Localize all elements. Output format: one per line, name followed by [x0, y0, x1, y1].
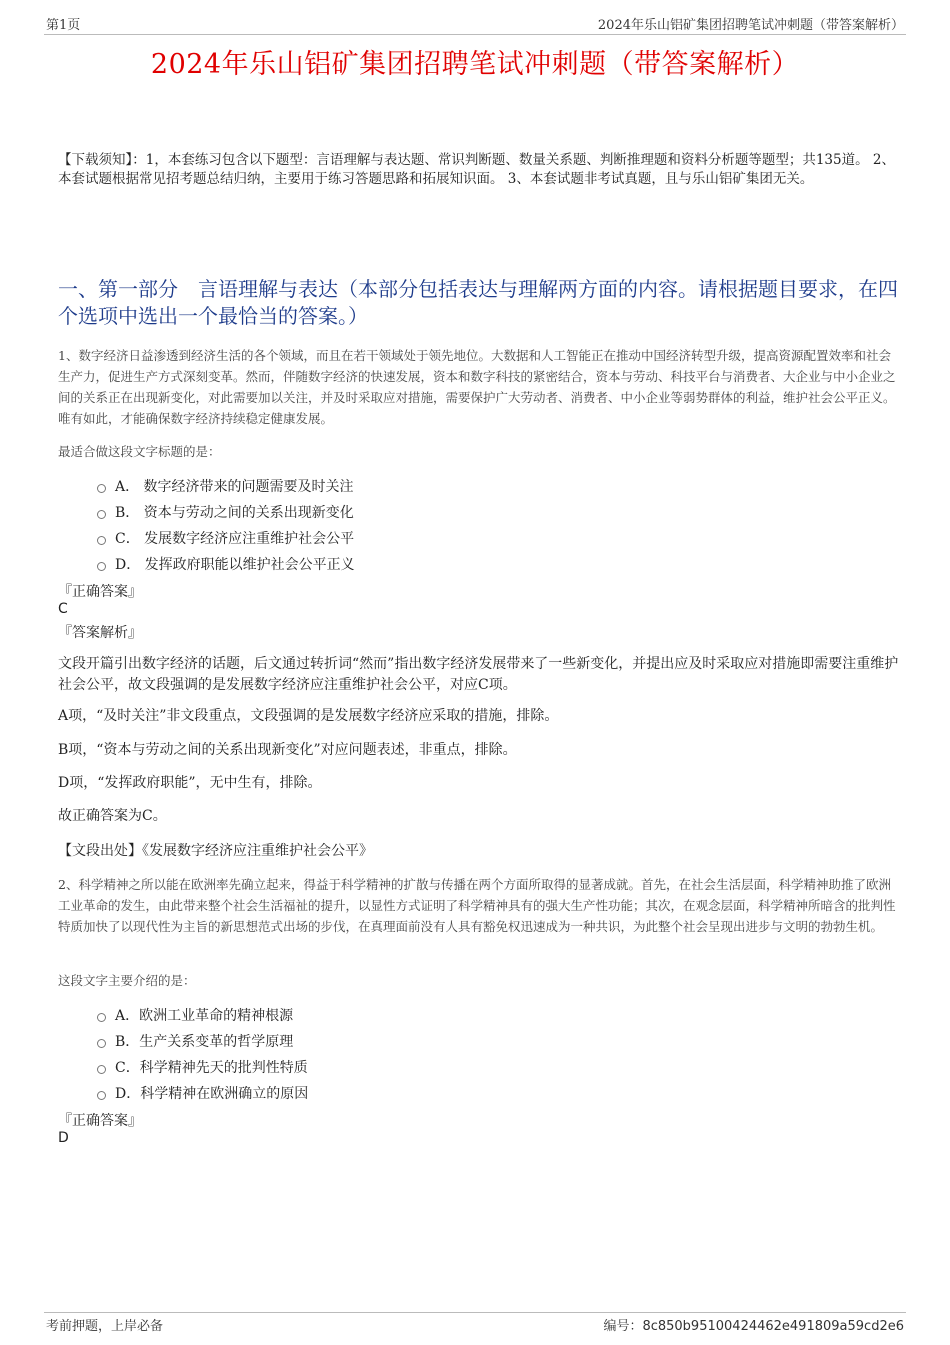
question-2-option-c[interactable] — [97, 1057, 308, 1077]
footer-slogan: 考前押题，上岸必备 — [46, 1319, 164, 1334]
question-1-analysis-paragraph: 故正确答案为C。 — [58, 808, 167, 824]
question-1-analysis-paragraph: D项，“发挥政府职能”，无中生有，排除。 — [58, 775, 322, 791]
option-label: A． 数字经济带来的问题需要及时关注 — [115, 479, 354, 495]
footer-code-value: 8c850b95100424462e491809a59cd2e6 — [642, 1319, 904, 1334]
option-label: D．科学精神在欧洲确立的原因 — [115, 1086, 309, 1102]
radio-icon[interactable] — [97, 1091, 106, 1100]
question-1-option-d[interactable] — [97, 554, 355, 574]
radio-icon[interactable] — [97, 536, 106, 545]
section-heading: 一、第一部分 言语理解与表达（本部分包括表达与理解两方面的内容。请根据题目要求，在四个选项中选出一个最恰当的答案。） — [58, 277, 898, 328]
option-label: D． 发挥政府职能以维护社会公平正义 — [115, 557, 355, 573]
option-label: C． 发展数字经济应注重维护社会公平 — [115, 531, 355, 547]
option-label: B． 资本与劳动之间的关系出现新变化 — [115, 505, 354, 521]
question-2-prompt: 这段文字主要介绍的是： — [58, 973, 196, 988]
radio-icon[interactable] — [97, 484, 106, 493]
question-2-passage: 2、科学精神之所以能在欧洲率先确立起来，得益于科学精神的扩散与传播在两个方面所取得的显著成就。首先，在社会生活层面，科学精神助推了欧洲工业革命的发生，由此带来整个社会生活福祉的提升，以显性方式证明了科学精神具有的强大生产性功能；其次，在观念层面，科学精神所暗含的批判性特质加快了以现代性为主旨的新思想范式出场的步伐，在真理面前没有人具有豁免权迅速成为一种共识，为此整个社会呈现出进步与文明的勃勃生机。 — [58, 877, 896, 934]
question-1-prompt: 最适合做这段文字标题的是： — [58, 444, 221, 459]
footer-code-label: 编号： — [603, 1319, 643, 1334]
question-1-option-c[interactable] — [97, 528, 354, 548]
question-2-option-b[interactable] — [97, 1031, 293, 1051]
radio-icon[interactable] — [97, 1013, 106, 1022]
radio-icon[interactable] — [97, 1039, 106, 1048]
header-doc-title: 2024年乐山铝矿集团招聘笔试冲刺题（带答案解析） — [597, 18, 904, 33]
page-title: 2024年乐山铝矿集团招聘笔试冲刺题（带答案解析） — [150, 49, 800, 80]
question-1-analysis-paragraph: 文段开篇引出数字经济的话题，后文通过转折词“然而”指出数字经济发展带来了一些新变化，并提出应及时采取应对措施即需要注重维护社会公平，故文段强调的是发展数字经济应注重维护社会公平，对应C项。 — [58, 656, 899, 693]
question-2-answer: D — [58, 1130, 69, 1146]
question-1-answer-label: 『正确答案』 — [58, 584, 142, 600]
radio-icon[interactable] — [97, 562, 106, 571]
question-1-source: 【文段出处】《发展数字经济应注重维护社会公平》 — [58, 843, 373, 859]
question-1-option-a[interactable] — [97, 476, 354, 496]
radio-icon[interactable] — [97, 510, 106, 519]
option-label: A．欧洲工业革命的精神根源 — [115, 1008, 294, 1024]
question-1-analysis-label: 『答案解析』 — [58, 625, 142, 641]
question-2-option-a[interactable] — [97, 1005, 293, 1025]
question-1-option-b[interactable] — [97, 502, 354, 522]
question-1-analysis-paragraph: A项，“及时关注”非文段重点，文段强调的是发展数字经济应采取的措施，排除。 — [58, 708, 559, 724]
header-divider — [44, 34, 906, 35]
option-label: C．科学精神先天的批判性特质 — [115, 1060, 308, 1076]
option-label: B．生产关系变革的哲学原理 — [115, 1034, 294, 1050]
download-notice: 【下载须知】：1，本套练习包含以下题型：言语理解与表达题、常识判断题、数量关系题、判断推理题和资料分析题等题型；共135道。 2、本套试题根据常见招考题总结归纳，主要用于练习答题思路和拓展知识面。 3、本套试题非考试真题，且与乐山铝矿集团无关。 — [58, 152, 895, 187]
question-1-analysis-paragraph: B项，“资本与劳动之间的关系出现新变化”对应问题表述，非重点，排除。 — [58, 742, 517, 758]
question-1-passage: 1、数字经济日益渗透到经济生活的各个领域，而且在若干领域处于领先地位。大数据和人工智能正在推动中国经济转型升级，提高资源配置效率和社会生产力，促进生产方式深刻变革。然而，伴随数字经济的快速发展，资本和数字科技的紧密结合，资本与劳动、科技平台与消费者、大企业与中小企业之间的关系正在出现新变化，对此需要加以关注，并及时采取应对措施，需要保护广大劳动者、消费者、中小企业等弱势群体的利益，维护社会公平正义。唯有如此，才能确保数字经济持续稳定健康发展。 — [58, 348, 896, 426]
footer-divider — [44, 1312, 906, 1313]
question-2-answer-label: 『正确答案』 — [58, 1113, 142, 1129]
question-2-option-d[interactable] — [97, 1083, 308, 1103]
page-number: 第1页 — [46, 18, 81, 33]
radio-icon[interactable] — [97, 1065, 106, 1074]
footer-code — [603, 1315, 904, 1334]
question-1-answer: C — [58, 601, 68, 617]
